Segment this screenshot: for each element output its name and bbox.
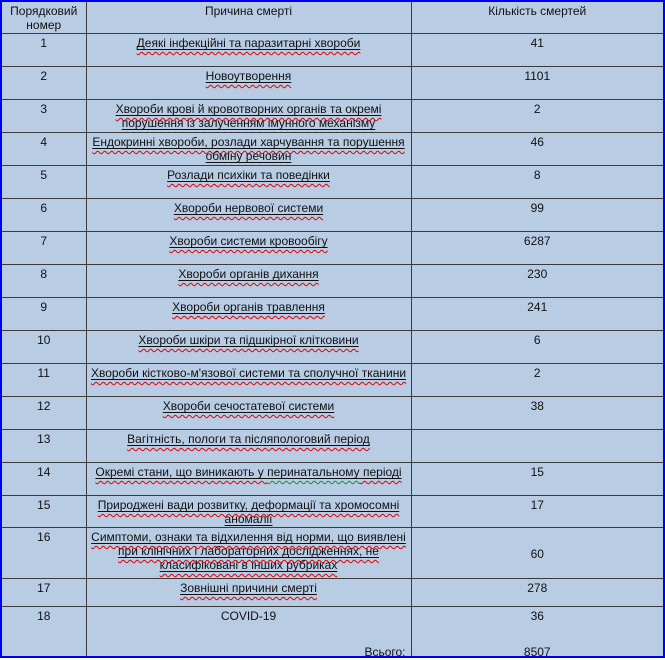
spellcheck-marked-text: Хвороби нервової системи [173,201,324,215]
cause-cell[interactable] [86,265,411,298]
row-number-cell[interactable]: 5 [2,166,86,199]
spellcheck-marked-text: Вагітність, пологи та післяпологовий період [127,432,370,446]
row-number-cell[interactable]: 13 [2,430,86,463]
spellcheck-marked-text: Хвороби кістково-м'язової системи та сполучної тканини [90,366,407,380]
spellcheck-marked-text: Симптоми, ознаки та відхилення від норми, що виявлені при клінічних і лабораторних дослідженнях, не класифіковані в інших рубриках [91,530,406,572]
death-count-cell[interactable]: 17 [411,496,663,528]
death-count-cell[interactable]: 15 [411,463,663,496]
table-row [2,100,663,133]
spellcheck-marked-text: Хвороби шкіри та підшкірної клітковини [138,333,359,347]
death-count-cell[interactable]: 60 [411,528,663,579]
cause-cell[interactable] [86,463,411,496]
cause-text [206,69,292,83]
spellcheck-marked-text: Природжені вади розвитку, деформації та хромосомні аномалії [97,498,400,526]
table-body [2,34,663,643]
cause-text [137,36,361,50]
cause-cell[interactable] [86,199,411,232]
cause-text [91,366,406,380]
table-row [2,579,663,607]
row-number-cell[interactable]: 7 [2,232,86,265]
cause-cell[interactable] [86,298,411,331]
cause-cell[interactable] [86,133,411,166]
table-row [2,397,663,430]
spellcheck-marked-text: Хвороби крові й кровотворних органів та окремі порушення із залученням імунного механізму [115,102,382,130]
death-count-cell[interactable]: 6287 [411,232,663,265]
table-row [2,232,663,265]
cause-cell[interactable] [86,67,411,100]
table-row [2,607,663,643]
death-count-cell[interactable]: 6 [411,331,663,364]
cause-text [167,168,330,182]
spellcheck-marked-text: Розлади психіки та поведінки [167,168,330,182]
table-row [2,199,663,232]
cause-cell[interactable] [86,100,411,133]
table-header [2,2,663,34]
table-row [2,528,663,579]
table-row [2,430,663,463]
cause-text [98,498,400,526]
row-number-cell[interactable]: 2 [2,67,86,100]
spellcheck-marked-text: Окремі стани, що виникають у [95,465,268,479]
death-count-cell[interactable]: 2 [411,100,663,133]
header-row [2,2,663,34]
row-number-cell[interactable]: 1 [2,34,86,67]
cause-cell[interactable] [86,331,411,364]
death-count-cell[interactable]: 36 [530,609,544,623]
row-number-cell[interactable]: 6 [2,199,86,232]
grammar-marked-text: перинатальному [267,465,360,479]
cause-cell[interactable] [86,528,411,579]
plain-text: COVID-19 [220,609,277,623]
row-number-cell[interactable]: 10 [2,331,86,364]
causes-of-death-table [2,2,663,658]
death-count-cell[interactable]: 1101 [411,67,663,100]
spellcheck-marked-text: Хвороби органів дихання [178,267,319,281]
cause-cell[interactable] [86,430,411,463]
cause-text [169,234,327,248]
header-ordinal-number[interactable]: Порядковий номер [2,2,86,34]
cause-text [127,432,370,446]
cause-cell[interactable] [86,232,411,265]
row-number-cell[interactable]: 17 [2,579,86,607]
cause-text [138,333,358,347]
spellcheck-marked-text: Деякі інфекційні та паразитарні хвороби [136,36,361,50]
total-value[interactable]: 8507 [523,644,551,658]
cause-text [92,135,404,163]
spellcheck-marked-text: Ендокринні хвороби, розлади харчування та порушення обміну речовин [92,135,405,163]
death-count-cell[interactable]: 46 [411,133,663,166]
table-row [2,298,663,331]
table-row [2,133,663,166]
row-number-cell[interactable]: 8 [2,265,86,298]
spellcheck-marked-text: періоді [359,465,402,479]
cause-text [178,267,318,281]
spellcheck-marked-text: Хвороби органів травлення [172,300,325,314]
row-number-cell[interactable]: 12 [2,397,86,430]
spellcheck-marked-text: Новоутворення [205,69,292,83]
table-row [2,463,663,496]
cause-text [163,399,334,413]
row-number-cell[interactable]: 9 [2,298,86,331]
cause-cell[interactable] [86,579,411,607]
total-empty-cell[interactable] [2,643,86,659]
row-number-cell[interactable]: 3 [2,100,86,133]
cause-text [116,102,382,130]
row-number-cell[interactable]: 4 [2,133,86,166]
table-footer [2,643,663,659]
death-count-cell[interactable]: 230 [411,265,663,298]
row-number-cell[interactable]: 14 [2,463,86,496]
table-row [2,67,663,100]
header-death-count[interactable]: Кількість смертей [411,2,663,34]
table-row [2,331,663,364]
death-count-cell[interactable]: 99 [411,199,663,232]
row-number-cell[interactable]: 15 [2,496,86,528]
cause-text [172,300,325,314]
total-row [2,643,663,659]
row-number-cell[interactable]: 11 [2,364,86,397]
spellcheck-marked-text: Хвороби системи кровообігу [169,234,328,248]
death-count-cell[interactable]: 8 [411,166,663,199]
header-cause-of-death[interactable]: Причина смерті [86,2,411,34]
table-row [2,364,663,397]
row-number-cell[interactable]: 16 [2,528,86,579]
cause-cell[interactable] [86,364,411,397]
cause-cell[interactable] [86,166,411,199]
cause-text [221,609,276,623]
death-count-cell[interactable]: 2 [411,364,663,397]
total-label[interactable]: Всього: [86,643,411,659]
death-count-cell[interactable]: 41 [411,34,663,67]
death-count-cell[interactable] [411,430,663,463]
spellcheck-marked-text: Хвороби сечостатевої системи [162,399,335,413]
death-count-cell[interactable]: 38 [411,397,663,430]
cause-cell[interactable] [86,607,411,643]
death-count-cell[interactable]: 241 [411,298,663,331]
row-number-cell[interactable]: 18 [2,607,86,643]
cause-cell[interactable] [86,34,411,67]
table-row [2,496,663,528]
death-count-cell[interactable]: 278 [411,579,663,607]
spellcheck-marked-text: Зовнішні причини смерті [180,581,317,595]
cause-text [180,581,317,595]
cause-cell[interactable] [86,496,411,528]
table-row [2,265,663,298]
cause-text [95,465,401,479]
table-row [2,34,663,67]
cause-cell[interactable] [86,397,411,430]
table-row [2,166,663,199]
cause-text [91,530,406,572]
cause-text [174,201,323,215]
